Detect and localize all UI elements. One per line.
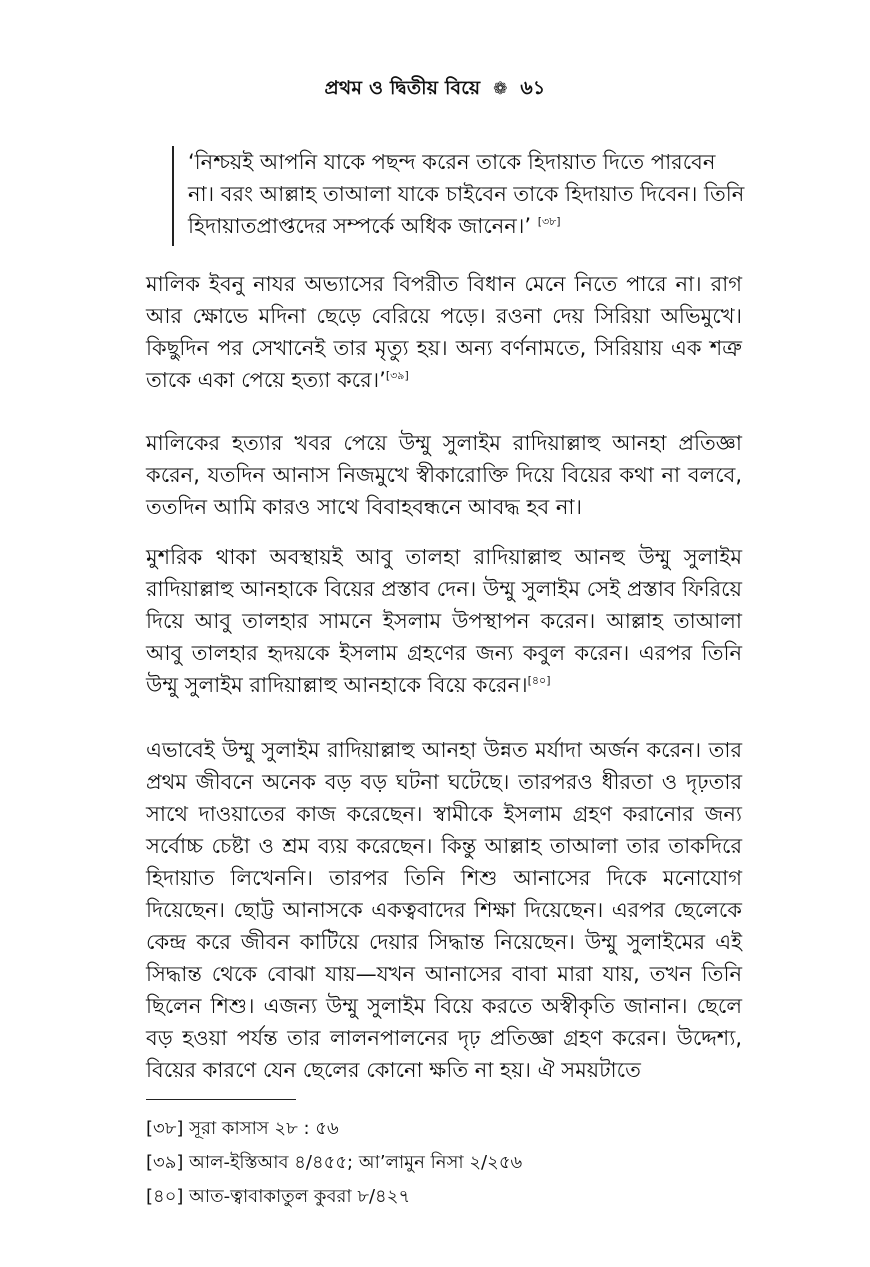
footnote-ref-40: [৪০]: [527, 674, 551, 687]
paragraph-text: মালিকের হত্যার খবর পেয়ে উম্মু সুলাইম রাদিয়াল্লাহু আনহা প্রতিজ্ঞা করেন, যতদিন আনাস নিজমুখে স্বীকারোক্তি দিয়ে বিয়ের কথা না বলবে, ততদিন আমি কারও সাথে বিবাহবন্ধনে আবদ্ধ হব না।: [146, 431, 742, 519]
paragraph-4: [146, 734, 742, 1086]
footnote-40: [৪০] আত-ত্বাবাকাতুল কুবরা ৮/৪২৭: [146, 1186, 411, 1207]
footnote-ref-39: [৩৯]: [385, 369, 409, 382]
footnote-38: [৩৮] সূরা কাসাস ২৮ : ৫৬: [146, 1118, 339, 1139]
paragraph-text: এভাবেই উম্মু সুলাইম রাদিয়াল্লাহু আনহা উন্নত মর্যাদা অর্জন করেন। তার প্রথম জীবনে অনেক বড় বড় ঘটনা ঘটেছে। তারপরও ধীরতা ও দৃঢ়তার সাথে দাওয়াতের কাজ করেছেন। স্বামীকে ইসলাম গ্রহণ করানোর জন্য সর্বোচ্চ চেষ্টা ও শ্রম ব্যয় করেছেন। কিন্তু আল্লাহ তাআলা তার তাকদিরে হিদায়াত লিখেননি। তারপর তিনি শিশু আনাসের দিকে মনোযোগ দিয়েছেন। ছোট্ট আনাসকে একত্ববাদের শিক্ষা দিয়েছেন। এরপর ছেলেকে কেন্দ্র করে জীবন কাটিয়ে দেয়ার সিদ্ধান্ত নিয়েছেন। উম্মু সুলাইমের এই সিদ্ধান্ত থেকে বোঝা যায়—যখন আনাসের বাবা মারা যায়, তখন তিনি ছিলেন শিশু। এজন্য উম্মু সুলাইম বিয়ে করতে অস্বীকৃতি জানান। ছেলে বড় হওয়া পর্যন্ত তার লালনপালনের দৃঢ় প্রতিজ্ঞা গ্রহণ করেন। উদ্দেশ্য, বিয়ের কারণে যেন ছেলের কোনো ক্ষতি না হয়। ঐ সময়টাতে: [146, 738, 742, 1082]
paragraph-text: মুশরিক থাকা অবস্থায়ই আবু তালহা রাদিয়াল্লাহু আনহু উম্মু সুলাইম রাদিয়াল্লাহু আনহাকে বিয়ের প্রস্তাব দেন। উম্মু সুলাইম সেই প্রস্তাব ফিরিয়ে দিয়ে আবু তালহার সামনে ইসলাম উপস্থাপন করেন। আল্লাহ তাআলা আবু তালহার হৃদয়কে ইসলাম গ্রহণের জন্য কবুল করেন। এরপর তিনি উম্মু সুলাইম রাদিয়াল্লাহু আনহাকে বিয়ে করেন।: [146, 545, 742, 697]
footnote-divider: [146, 1099, 296, 1100]
paragraph-1: [146, 268, 742, 396]
quran-quote-block: [172, 146, 748, 246]
paragraph-text: মালিক ইবনু নাযর অভ্যাসের বিপরীত বিধান মেনে নিতে পারে না। রাগ আর ক্ষোভে মদিনা ছেড়ে বেরিয়ে পড়ে। রওনা দেয় সিরিয়া অভিমুখে। কিছুদিন পর সেখানেই তার মৃত্যু হয়। অন্য বর্ণনামতে, সিরিয়ায় এক শত্রু তাকে একা পেয়ে হত্যা করে।’: [146, 272, 742, 392]
footnotes: [146, 1112, 742, 1214]
flower-ornament-icon: ❁: [493, 79, 508, 99]
page-number: ৬১: [520, 77, 546, 99]
footnote-39: [৩৯] আল-ইস্তিআব ৪/৪৫৫; আ’লামুন নিসা ২/২৫৬: [146, 1152, 523, 1173]
quote-text: ‘নিশ্চয়ই আপনি যাকে পছন্দ করেন তাকে হিদায়াত দিতে পারবেন না। বরং আল্লাহ তাআলা যাকে চাইবেন তাকে হিদায়াত দিবেন। তিনি হিদায়াতপ্রাপ্তদের সম্পর্কে অধিক জানেন।’: [188, 150, 745, 238]
paragraph-3: [146, 541, 742, 701]
quote-text-container: [188, 146, 748, 242]
paragraph-2: [146, 427, 742, 523]
running-header: [0, 74, 870, 106]
chapter-title: প্রথম ও দ্বিতীয় বিয়ে: [324, 77, 481, 99]
footnote-ref-38: [৩৮]: [537, 215, 561, 228]
